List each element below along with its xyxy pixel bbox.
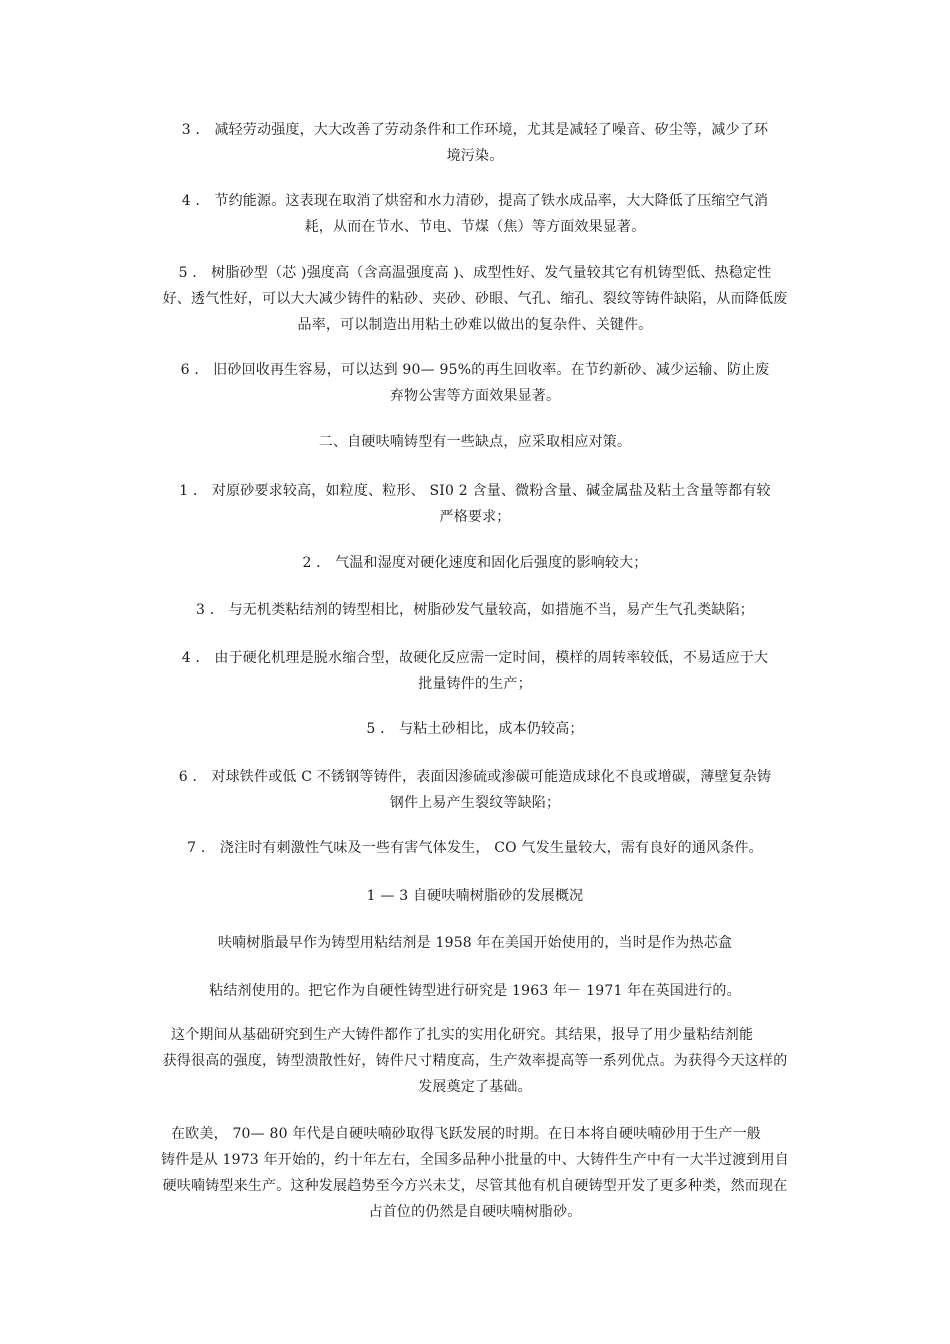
- text-line: 呋喃树脂最早作为铸型用粘结剂是 1958 年在美国开始使用的，当时是作为热芯盒: [217, 935, 733, 951]
- text-line: 严格要求；: [439, 509, 511, 525]
- advantage-4: [143, 188, 807, 240]
- history-paragraph-2: [143, 1121, 807, 1225]
- text-line: 6 ． 旧砂回收再生容易，可以达到 90— 95%的再生回收率。在节约新砂、减少运输、防止废: [180, 362, 770, 378]
- text-line: 1 ． 对原砂要求较高，如粒度、粒形、 SI0 2 含量、微粉含量、碱金属盐及粘土含量等都有较: [179, 483, 771, 499]
- section-heading-defects: [143, 429, 807, 455]
- advantage-3: [143, 117, 807, 169]
- advantage-6: [143, 357, 807, 409]
- text-line: 粘结剂使用的。把它作为自硬性铸型进行研究是 1963 年－ 1971 年在英国进行的。: [209, 983, 741, 999]
- text-line: 5 ． 与粘土砂相比，成本仍较高；: [366, 721, 584, 737]
- text-line: 7 ． 浇注时有刺激性气味及一些有害气体发生， CO 气发生量较大，需有良好的通风条件。: [187, 840, 763, 856]
- defect-5: [143, 716, 807, 742]
- defect-7: [143, 835, 807, 861]
- text-line: 批量铸件的生产；: [418, 676, 532, 692]
- advantage-5: [143, 260, 807, 338]
- text-line: 4 ． 由于硬化机理是脱水缩合型，故硬化反应需一定时间，模样的周转率较低，不易适应于大: [181, 650, 769, 666]
- history-sentence-1: [143, 930, 807, 956]
- history-paragraph-1: [143, 1022, 807, 1100]
- text-line: 弃物公害等方面效果显著。: [389, 388, 561, 404]
- text-line: 钢件上易产生裂纹等缺陷；: [389, 795, 561, 811]
- text-line: 在欧美， 70— 80 年代是自硬呋喃砂取得飞跃发展的时期。在日本将自硬呋喃砂用于生产一般: [171, 1126, 761, 1142]
- text-line: 境污染。: [446, 148, 504, 164]
- text-line: 占首位的仍然是自硬呋喃树脂砂。: [368, 1204, 582, 1220]
- defect-3: [143, 597, 807, 623]
- text-line: 品率，可以制造出用粘土砂难以做出的复杂件、关键件。: [297, 317, 653, 333]
- text-line: 获得很高的强度，铸型溃散性好，铸件尺寸精度高，生产效率提高等一系列优点。为获得今天这样的: [162, 1053, 788, 1069]
- text-line: 硬呋喃铸型来生产。这种发展趋势至今方兴未艾，尽管其他有机自硬铸型开发了更多种类，然而现在: [162, 1178, 788, 1194]
- text-line: 发展奠定了基础。: [418, 1079, 532, 1095]
- defect-6: [143, 764, 807, 816]
- text-line: 这个期间从基础研究到生产大铸件都作了扎实的实用化研究。其结果，报导了用少量粘结剂能: [171, 1027, 754, 1043]
- text-line: 好、透气性好，可以大大减少铸件的粘砂、夹砂、砂眼、气孔、缩孔、裂纹等铸件缺陷，从而降低废: [162, 291, 788, 307]
- defect-4: [143, 645, 807, 697]
- section-heading-history: [143, 883, 807, 909]
- text-line: 6 ． 对球铁件或低 C 不锈钢等铸件，表面因渗硫或渗碳可能造成球化不良或增碳，薄壁复杂铸: [178, 769, 772, 785]
- text-line: 5 ． 树脂砂型（芯 )强度高（含高温强度高 )、成型性好、发气量较其它有机铸型低、热稳定性: [178, 265, 772, 281]
- text-line: 铸件是从 1973 年开始的，约十年左右，全国多品种小批量的中、大铸件生产中有一大半过渡到用自: [161, 1152, 789, 1168]
- history-sentence-2: [143, 978, 807, 1004]
- defect-2: [143, 550, 807, 576]
- text-line: 耗，从而在节水、节电、节煤（焦）等方面效果显著。: [304, 219, 646, 235]
- text-line: 3 ． 减轻劳动强度，大大改善了劳动条件和工作环境，尤其是减轻了噪音、矽尘等，减少了环: [181, 122, 769, 138]
- text-line: 1 — 3 自硬呋喃树脂砂的发展概况: [366, 888, 584, 904]
- defect-1: [143, 478, 807, 530]
- text-line: 4 ． 节约能源。这表现在取消了烘窑和水力清砂，提高了铁水成品率，大大降低了压缩空气消: [181, 193, 769, 209]
- text-line: 2 ． 气温和湿度对硬化速度和固化后强度的影响较大；: [302, 555, 648, 571]
- text-line: 二、自硬呋喃铸型有一些缺点，应采取相应对策。: [318, 434, 632, 450]
- text-line: 3 ． 与无机类粘结剂的铸型相比，树脂砂发气量较高，如措施不当，易产生气孔类缺陷；: [195, 602, 754, 618]
